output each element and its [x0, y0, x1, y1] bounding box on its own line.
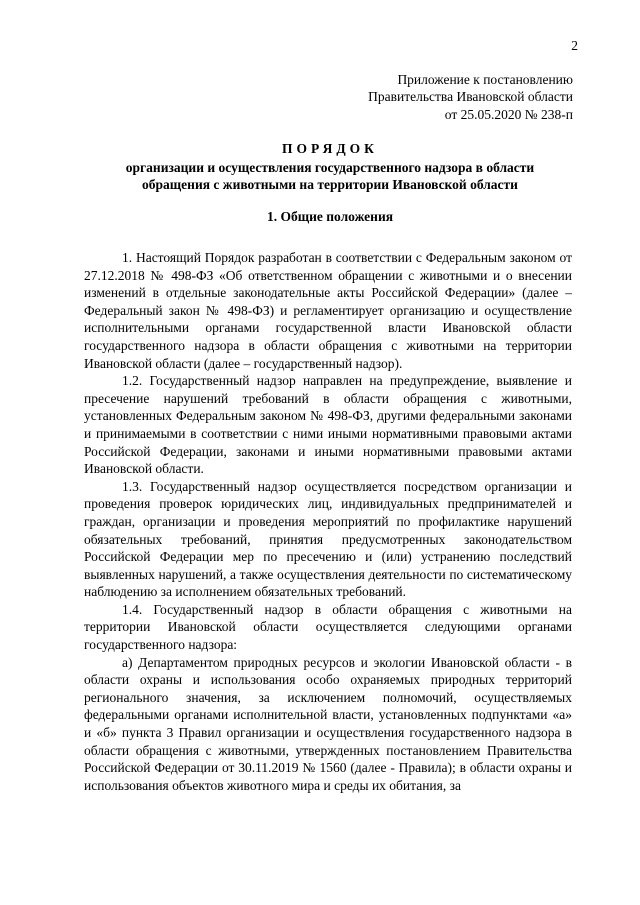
section-heading: 1. Общие положения — [266, 209, 394, 224]
document-title — [90, 140, 570, 193]
document-body — [84, 249, 572, 794]
paragraph-1-3: 1.3. Государственный надзор осуществляется посредством организации и проведения проверок юридических лиц, индивидуальных предпринимателей и граждан, организации и проведения мероприятий по профилактике нарушений обязательных требований, принятия предусмотренных законодательством Российской Федерации мер по пресечению и (или) устранению последствий выявленных нарушений, а также осуществления деятельности по систематическому наблюдению за исполнением обязательных требований. — [84, 478, 572, 600]
paragraph-1-2: 1.2. Государственный надзор направлен на предупреждение, выявление и пресечение нарушений требований в области обращения с животными, установленных Федеральным законом № 498-ФЗ, другими федеральными законами и принимаемыми в соответствии с ними иными нормативными правовыми актами Российской Федерации, законами и иными нормативными правовыми актами Ивановской области. — [84, 373, 572, 477]
paragraph-1-4-a: а) Департаментом природных ресурсов и экологии Ивановской области - в области охраны и использования особо охраняемых природных территорий регионального значения, за исключением полномочий, осуществляемых федеральными органами исполнительной власти, установленных подпунктами «а» и «б» пункта 3 Правил организации и осуществления государственного надзора в области обращения с животными, утвержденных постановлением Правительства Российской Федерации от 30.11.2019 № 1560 (далее - Правила); в области охраны и использования объектов животного мира и среды их обитания, за — [84, 654, 572, 793]
title-line-2: обращения с животными на территории Ивановской области — [142, 177, 518, 192]
appendix-line-3: от 25.05.2020 № 238-п — [444, 106, 573, 122]
paragraph-1-4: 1.4. Государственный надзор в области обращения с животными на территории Ивановской области осуществляется следующими органами государственного надзора: — [84, 601, 572, 653]
appendix-line-2: Правительства Ивановской области — [368, 89, 573, 105]
title-line-1: организации и осуществления государственного надзора в области — [125, 160, 535, 175]
appendix-header — [368, 71, 573, 123]
title-main: ПОРЯДОК — [282, 141, 378, 156]
paragraph-1: 1. Настоящий Порядок разработан в соответствии с Федеральным законом от 27.12.2018 № 498-ФЗ «Об ответственном обращении с животными и о внесении изменений в отдельные законодательные акты Российской Федерации» (далее – Федеральный закон № 498-ФЗ) и регламентирует организацию и осуществление исполнительными органами государственной власти Ивановской области государственного надзора в области обращения с животными на территории Ивановской области (далее – государственный надзор). — [84, 250, 572, 371]
appendix-line-1: Приложение к постановлению — [397, 72, 573, 87]
page-number: 2 — [571, 38, 578, 53]
